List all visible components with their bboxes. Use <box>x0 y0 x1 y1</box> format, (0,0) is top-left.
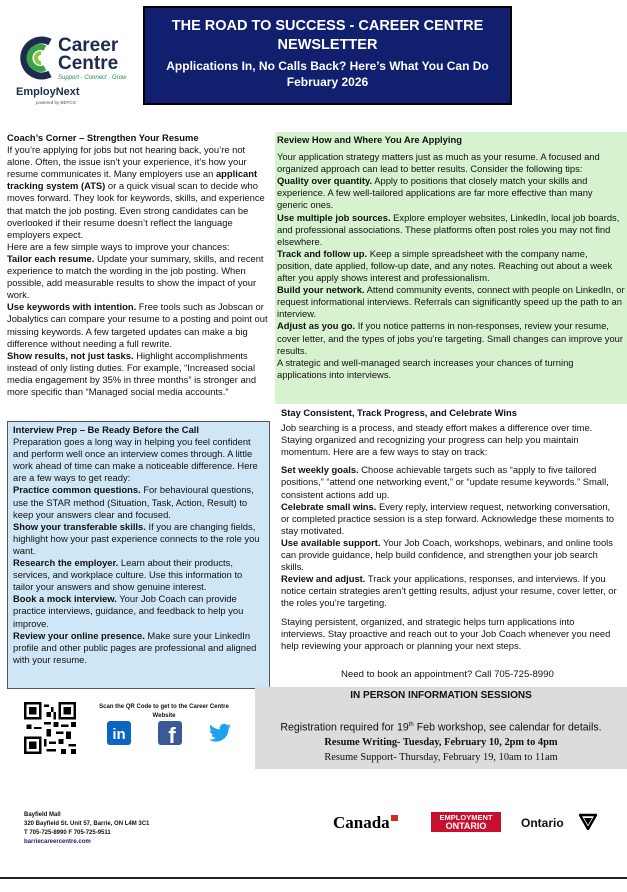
review-tip: Quality over quantity. Apply to positions that closely match your skills and experience. A few well-tailored applications are far more effective than many generic ones. <box>277 175 593 211</box>
header-title-1: THE ROAD TO SUCCESS - CAREER CENTRE <box>171 18 484 34</box>
coach-tip: Use keywords with intention. Free tools such as Jobscan or Jobalytics can compare your resume to a posting and point out missing keywords. A few targeted updates can make a big difference without needing a full rewrite. <box>7 301 268 349</box>
header-date: February 2026 <box>286 75 369 89</box>
prep-tip: Review your online presence. Make sure your LinkedIn profile and other public pages are professional and aligned with your resume. <box>13 629 257 665</box>
consistent-closing: Staying persistent, organized, and strategic helps turn applications into interviews. Stay proactive and reach out to your Job Coach whenever you need help reviewing your approach or planning your next steps. <box>281 615 611 651</box>
linkedin-icon[interactable] <box>106 720 132 746</box>
logo-tagline: Support · Connect · Grow <box>58 75 127 81</box>
header-subtitle: Applications In, No Calls Back? Here’s What You Can Do <box>166 59 489 73</box>
employment-ontario-logo <box>431 812 501 832</box>
career-centre-c-icon <box>14 34 56 82</box>
coach-lead: Here are a few simple ways to improve your chances: <box>7 240 230 252</box>
prep-title: Interview Prep – Be Ready Before the Call <box>13 424 200 435</box>
coach-intro: If you’re applying for jobs but not hearing back, you’re not alone. Often, the issue isn’t your experience, it’s how your resume communicates it. Many employers use an applicant tracking system (ATS) or a quick visual scan to decide who moves forward. They look for keywords, skills, and experience that match the job posting. Even strong candidates can be overlooked if their resume doesn’t reflect the language employers expect. <box>7 144 265 240</box>
qr-scan-caption: Scan the QR Code to get to the Career Centre Website <box>99 704 229 719</box>
footer-address <box>24 811 149 847</box>
prep-intro: Preparation goes a long way in helping you feel confident and perform well once an interview comes through. A little work ahead of time can make a noticeable difference. Here are a few ways to get ready: <box>13 436 258 484</box>
info-sessions-box <box>255 687 627 769</box>
consistent-intro: Job searching is a process, and steady effort makes a difference over time. Staying organized and recognizing your progress can help you maintain momentum. Here are a few ways to stay on track: <box>281 422 593 458</box>
address-street: 320 Bayfield St. Unit 57, Barrie, ON L4M 3C1 <box>24 821 150 827</box>
address-mall: Bayfield Mall <box>24 812 61 818</box>
review-tip: Build your network. Attend community events, connect with people on LinkedIn, or request informational interviews. Referrals can significantly speed up the path to an interview. <box>277 284 625 320</box>
powered-by: powered by BEFCG <box>36 100 77 105</box>
facebook-glyph: f <box>168 723 176 746</box>
review-title: Review How and Where You Are Applying <box>277 134 462 145</box>
consistent-tip: Review and adjust. Track your applications, responses, and interviews. If you notice certain strategies aren’t getting results, adjust your resume, cover letter, or the roles you’re targeting. <box>281 573 617 609</box>
session-resume-support: Resume Support- Thursday, February 19, 10am to 11am <box>324 751 558 763</box>
canada-flag-icon <box>391 815 398 821</box>
canada-wordmark: Canada <box>333 813 398 833</box>
linkedin-glyph: in <box>112 726 126 743</box>
consistent-tip: Set weekly goals. Choose achievable targets such as “apply to five tailored positions,” “attend one networking event,” or “update resume keywords.” Small, consistent actions add up. <box>281 464 609 500</box>
review-applying-section <box>275 132 627 404</box>
employnext-logo: EmployNext <box>16 86 80 98</box>
prep-tip: Show your transferable skills. If you are changing fields, highlight how your past experience connects to the role you want. <box>13 520 260 556</box>
eo-line-1: EMPLOYMENT <box>439 813 493 822</box>
career-centre-logo <box>14 34 132 108</box>
trillium-icon <box>578 813 598 831</box>
twitter-icon[interactable] <box>207 720 233 746</box>
coach-tip: Show results, not just tasks. Highlight accomplishments instead of only listing duties. For example, “Increased social media engagement by 35% in three months” is stronger and more specific than “Managed social media accounts.” <box>7 349 257 397</box>
eo-line-2: ONTARIO <box>445 821 487 831</box>
ontario-wordmark: Ontario <box>521 816 564 830</box>
review-closing: A strategic and well-managed search increases your chances of turning applications into interviews. <box>277 356 574 380</box>
review-tip: Use multiple job sources. Explore employer websites, LinkedIn, local job boards, and professional associations. These platforms often post roles you may not find elsewhere. <box>277 211 620 247</box>
logo-word-centre: Centre <box>58 53 119 74</box>
address-phone: T 705-725-8990 F 705-725-9511 <box>24 830 111 836</box>
coach-title: Coach’s Corner – Strengthen Your Resume <box>7 132 199 143</box>
qr-code-icon[interactable] <box>24 702 76 754</box>
session-resume-writing: Resume Writing- Tuesday, February 10, 2pm to 4pm <box>324 736 558 748</box>
coach-corner-section <box>7 132 270 398</box>
facebook-icon[interactable] <box>157 720 183 746</box>
stay-consistent-section <box>281 407 621 652</box>
interview-prep-section <box>7 421 270 689</box>
consistent-tip: Celebrate small wins. Every reply, interview request, networking conversation, or completed practice session is a step forward. Acknowledge these moments to stay motivated. <box>281 500 614 536</box>
newsletter-header <box>143 6 512 105</box>
sessions-registration: Registration required for 19th Feb workshop, see calendar for details. <box>280 721 602 734</box>
consistent-title: Stay Consistent, Track Progress, and Celebrate Wins <box>281 407 517 418</box>
prep-tip: Practice common questions. For behavioural questions, use the STAR method (Situation, Task, Action, Result) to keep your answers clear and focused. <box>13 484 254 520</box>
prep-tip: Research the employer. Learn about their products, services, and workplace culture. Use this information to tailor your answers and show genuine interest. <box>13 557 243 593</box>
review-intro: Your application strategy matters just as much as your resume. A focused and organized approach can lead to better results. Consider the following tips: <box>277 151 600 175</box>
logo-word-career: Career <box>58 35 119 56</box>
header-title-2: NEWSLETTER <box>277 37 378 53</box>
sessions-heading: IN PERSON INFORMATION SESSIONS <box>350 690 532 701</box>
prep-tip: Book a mock interview. Your Job Coach can provide practice interviews, guidance, and feedback to help you improve. <box>13 593 244 629</box>
appointment-line: Need to book an appointment? Call 705-725-8990 <box>341 669 554 680</box>
website-link[interactable]: barriecareercentre.com <box>24 839 91 845</box>
consistent-tip: Use available support. Your Job Coach, workshops, webinars, and online tools can provide guidance, help build confidence, and strengthen your job search skills. <box>281 536 613 573</box>
review-tip: Adjust as you go. If you notice patterns in non-responses, review your resume, cover letter, and the types of jobs you’re targeting. Small changes can improve your results. <box>277 320 624 356</box>
review-tip: Track and follow up. Keep a simple spreadsheet with the company name, position, date applied, follow-up date, and any notes. Reaching out about a week after you apply shows interest and professionalism. <box>277 247 613 284</box>
coach-tip: Tailor each resume. Update your summary, skills, and recent experience to match the wording in the job posting. When possible, add measurable results to show the impact of your work. <box>7 252 264 301</box>
footer-rule <box>0 877 627 879</box>
